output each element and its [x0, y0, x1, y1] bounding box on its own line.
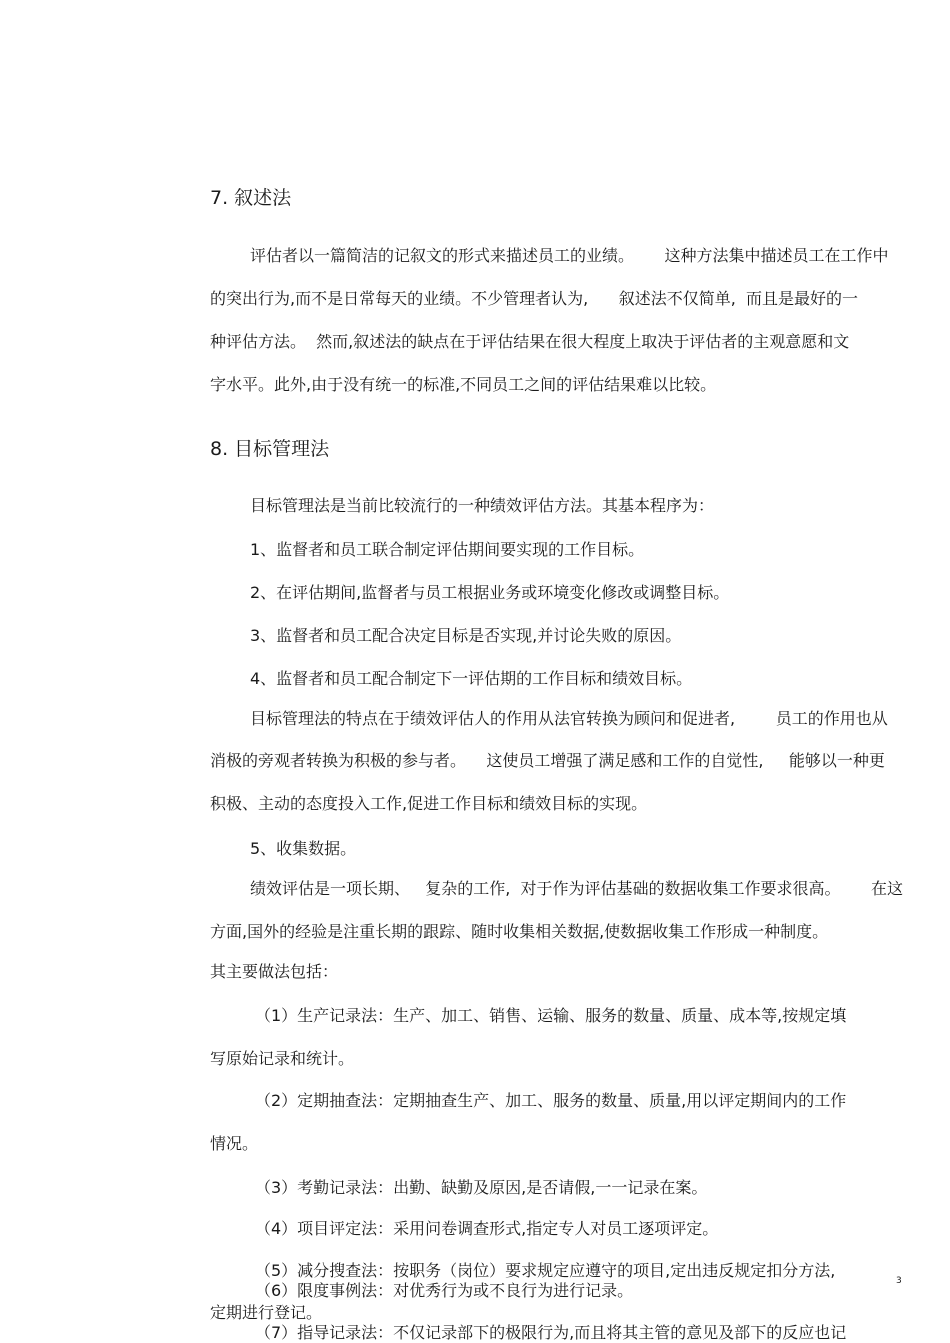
- paragraph-line: 目标管理法的特点在于绩效评估人的作用从法官转换为顾问和促进者, 员工的作用也从: [250, 709, 888, 728]
- paragraph-line: 消极的旁观者转换为积极的参与者。 这使员工增强了满足感和工作的自觉性, 能够以一种更: [210, 751, 885, 770]
- paragraph-line: 写原始记录和统计。: [210, 1049, 355, 1068]
- list-item: （6）限度事例法：对优秀行为或不良行为进行记录。: [255, 1281, 634, 1300]
- paragraph-line: 的突出行为,而不是日常每天的业绩。不少管理者认为, 叙述法不仅简单, 而且是最好的一: [210, 289, 858, 308]
- paragraph-line: 方面,国外的经验是注重长期的跟踪、随时收集相关数据,使数据收集工作形成一种制度。: [210, 922, 829, 941]
- paragraph-line: 种评估方法。 然而,叙述法的缺点在于评估结果在很大程度上取决于评估者的主观意愿和文: [210, 332, 850, 351]
- paragraph-line: 定期进行登记。: [210, 1303, 323, 1322]
- section-heading: 7. 叙述法: [210, 187, 292, 209]
- list-item: （2）定期抽查法：定期抽查生产、加工、服务的数量、质量,用以评定期间内的工作: [255, 1091, 847, 1110]
- list-item: （1）生产记录法：生产、加工、销售、运输、服务的数量、质量、成本等,按规定填: [255, 1006, 847, 1025]
- paragraph-line: 评估者以一篇简洁的记叙文的形式来描述员工的业绩。 这种方法集中描述员工在工作中: [250, 246, 889, 265]
- paragraph-line: 绩效评估是一项长期、 复杂的工作, 对于作为评估基础的数据收集工作要求很高。 在这: [250, 879, 904, 898]
- page-number: 3: [896, 1276, 902, 1286]
- list-item: （5）减分搜查法：按职务（岗位）要求规定应遵守的项目,定出违反规定扣分方法,: [255, 1261, 836, 1280]
- list-item: （7）指导记录法：不仅记录部下的极限行为,而且将其主管的意见及部下的反应也记: [255, 1323, 847, 1342]
- paragraph-line: 积极、主动的态度投入工作,促进工作目标和绩效目标的实现。: [210, 794, 648, 813]
- list-item: 4、监督者和员工配合制定下一评估期的工作目标和绩效目标。: [250, 669, 693, 688]
- list-item: 3、监督者和员工配合决定目标是否实现,并讨论失败的原因。: [250, 626, 682, 645]
- paragraph-line: 字水平。此外,由于没有统一的标准,不同员工之间的评估结果难以比较。: [210, 375, 717, 394]
- list-item: （3）考勤记录法：出勤、缺勤及原因,是否请假,一一记录在案。: [255, 1178, 708, 1197]
- list-item: 1、监督者和员工联合制定评估期间要实现的工作目标。: [250, 540, 645, 559]
- paragraph-line: 其主要做法包括：: [210, 962, 339, 981]
- list-item: 2、在评估期间,监督者与员工根据业务或环境变化修改或调整目标。: [250, 583, 730, 602]
- paragraph-line: 情况。: [210, 1134, 259, 1153]
- paragraph-line: 目标管理法是当前比较流行的一种绩效评估方法。其基本程序为：: [250, 496, 715, 515]
- section-heading: 8. 目标管理法: [210, 438, 330, 460]
- list-item: 5、收集数据。: [250, 839, 357, 858]
- list-item: （4）项目评定法：采用问卷调查形式,指定专人对员工逐项评定。: [255, 1219, 719, 1238]
